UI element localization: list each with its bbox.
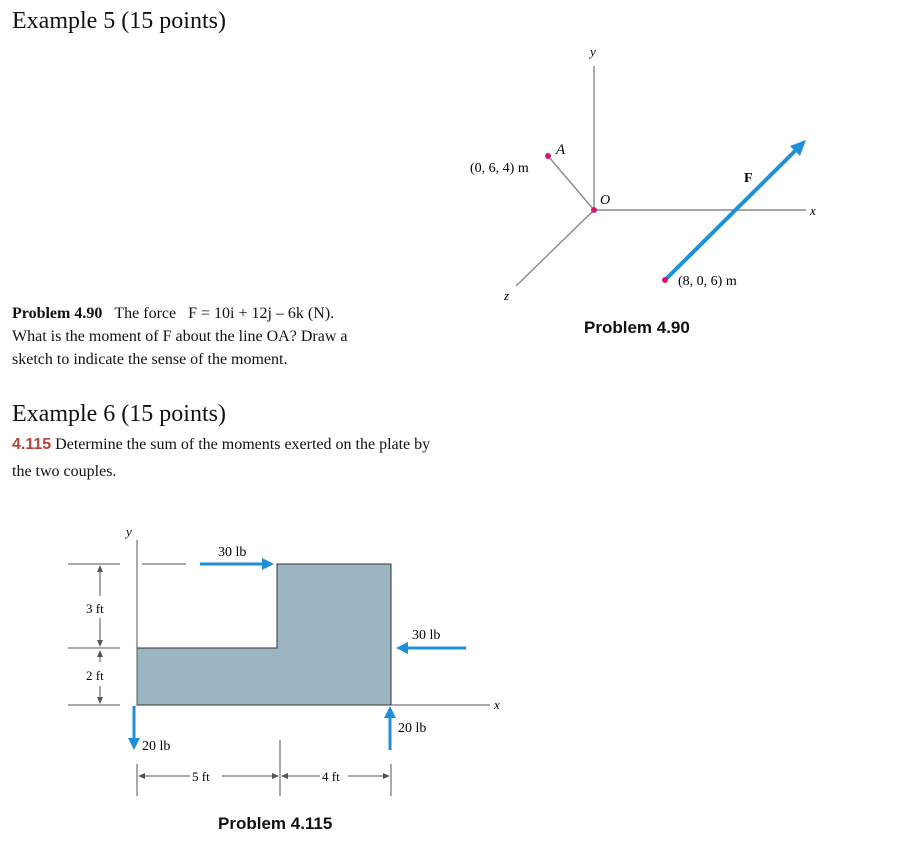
dim-2ft-arrow-a (97, 650, 103, 657)
problem-4-90-caption: Problem 4.90 (584, 318, 690, 337)
dim-5ft-arrow-a (138, 773, 145, 779)
force-right-arrowhead (396, 642, 408, 654)
problem-number: 4.115 (12, 436, 52, 453)
dim-3ft-label: 3 ft (86, 601, 104, 616)
dim-3ft-arrow-a (97, 565, 103, 572)
example5-heading: Example 5 (15 points) (12, 8, 226, 34)
example6-heading: Example 6 (15 points) (12, 401, 226, 427)
force-up-arrowhead (384, 706, 396, 718)
problem-4-115-caption: Problem 4.115 (218, 814, 333, 833)
origin-dot (591, 207, 597, 213)
x-axis-label: x (810, 203, 816, 218)
dim-2ft-arrow-b (97, 697, 103, 704)
dim-2ft-label: 2 ft (86, 668, 104, 683)
dim-4ft-arrow-a (281, 773, 288, 779)
force-top-label: 30 lb (218, 545, 247, 560)
force-down-label: 20 lb (142, 739, 171, 754)
point-a-coords: (0, 6, 4) m (470, 161, 529, 176)
example6-problem-line-2: the two couples. (12, 463, 117, 480)
problem-text-1: The force (114, 305, 177, 322)
line-oa (548, 156, 594, 210)
z-axis-line (516, 210, 594, 286)
problem-4-115-figure (0, 510, 916, 810)
x-axis-label: x (494, 697, 500, 712)
force-point-coords: (8, 0, 6) m (678, 274, 737, 289)
dim-5ft-arrow-b (272, 773, 279, 779)
plate (137, 564, 391, 705)
problem-text-1: Determine the sum of the moments exerted on the plate by (55, 436, 431, 453)
z-axis-label: z (504, 288, 510, 303)
dim-4ft-label: 4 ft (322, 769, 340, 784)
point-a-dot (545, 153, 551, 159)
problem-label: Problem 4.90 (12, 305, 103, 322)
force-label: F (744, 171, 753, 186)
force-down-arrowhead (128, 738, 140, 750)
force-right-label: 30 lb (412, 628, 441, 643)
example5-problem-line-1 (12, 302, 334, 325)
origin-label: O (600, 193, 611, 208)
dim-3ft-arrow-b (97, 640, 103, 647)
point-a-label: A (556, 142, 566, 158)
y-axis-label: y (126, 524, 132, 539)
dim-4ft-arrow-b (383, 773, 390, 779)
dim-5ft-label: 5 ft (192, 769, 210, 784)
force-vector-line (665, 148, 798, 280)
example5-problem-line-2: What is the moment of F about the line OA? Draw a (12, 328, 348, 345)
example5-problem-line-3: sketch to indicate the sense of the moment. (12, 351, 288, 368)
force-top-arrowhead (262, 558, 274, 570)
force-up-label: 20 lb (398, 721, 427, 736)
y-axis-label: y (590, 44, 596, 59)
force-expression: F = 10i + 12j – 6k (N). (188, 305, 335, 322)
example6-problem-line-1 (12, 433, 430, 456)
force-point-dot (662, 277, 668, 283)
